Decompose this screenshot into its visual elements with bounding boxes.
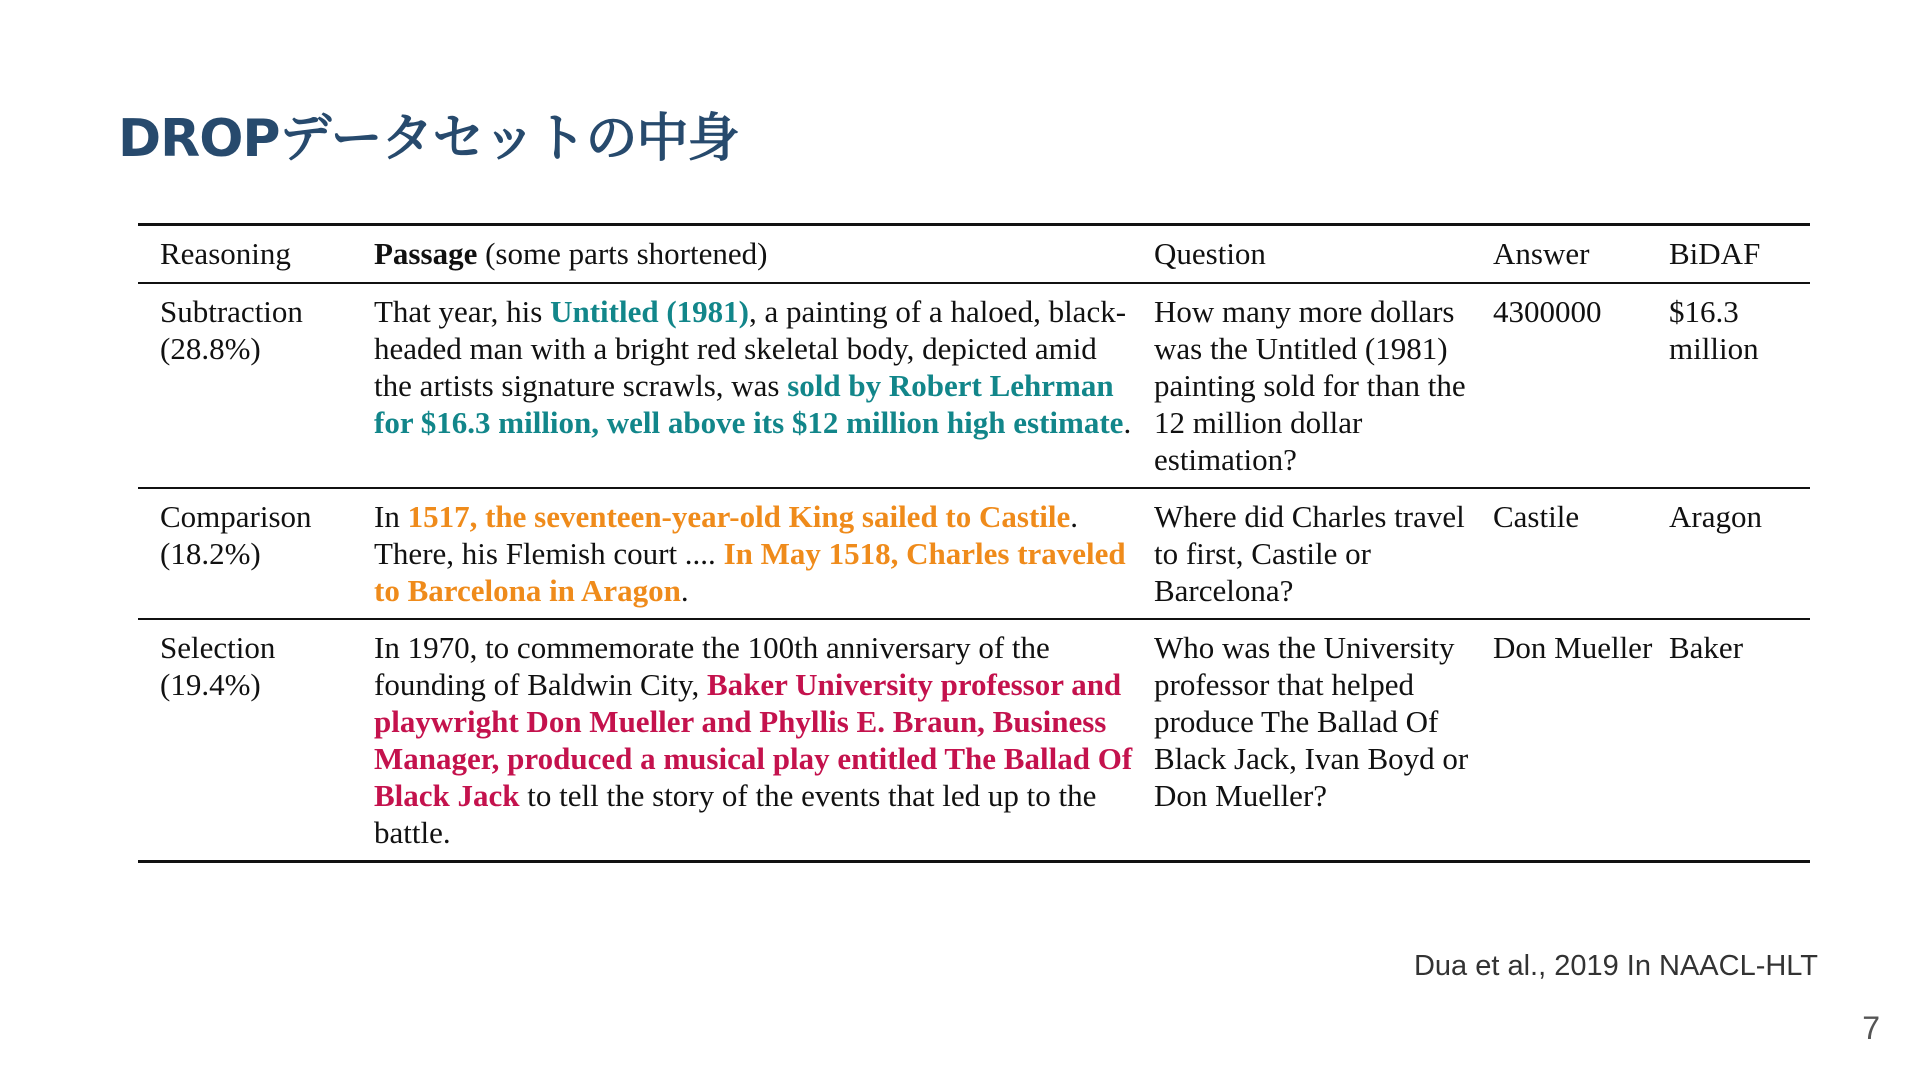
bidaf-cell: $16.3 million: [1669, 294, 1759, 366]
bidaf-cell: Aragon: [1669, 499, 1762, 534]
reasoning-percent: (18.2%): [160, 536, 261, 571]
passage-highlight: Baker University professor and playwright Don Mueller and Phyllis E. Braun, Business Manager, produced a musical play entitled The Ballad Of Black Jack: [374, 667, 1133, 813]
passage-cell: [374, 283, 1154, 488]
header-question: Question: [1154, 236, 1266, 271]
passage-cell: [374, 619, 1154, 862]
header-reasoning: Reasoning: [160, 236, 291, 271]
answer-cell: Don Mueller: [1493, 630, 1653, 665]
header-bidaf: BiDAF: [1669, 236, 1761, 271]
passage-text: to tell the story of the events that led up to the battle.: [374, 778, 1097, 850]
passage-highlight: 1517, the seventeen-year-old King sailed to Castile: [407, 499, 1071, 534]
passage-text: , a painting of a haloed, black-headed man with a bright red skeletal body, depicted amid the artists signature scrawls, was: [374, 294, 1127, 403]
question-cell: Who was the University professor that helped produce The Ballad Of Black Jack, Ivan Boyd or Don Mueller?: [1154, 630, 1469, 813]
citation: Dua et al., 2019 In NAACL-HLT: [1413, 950, 1818, 982]
reasoning-percent: (28.8%): [160, 331, 261, 366]
reasoning-percent: (19.4%): [160, 667, 261, 702]
answer-cell: Castile: [1493, 499, 1580, 534]
passage-highlight: Untitled (1981): [550, 294, 749, 329]
header-answer: Answer: [1493, 236, 1590, 271]
table-header-row: [138, 225, 1810, 284]
table-row-comparison: [138, 488, 1810, 619]
passage-cell: [374, 488, 1154, 619]
bidaf-cell: Baker: [1669, 630, 1744, 665]
header-passage: [374, 225, 1154, 284]
reasoning-type: Comparison: [160, 499, 312, 534]
passage-text: That year, his: [374, 294, 551, 329]
answer-cell: 4300000: [1493, 294, 1602, 329]
passage-text: In 1970, to commemorate the 100th anniversary of the founding of Baldwin City,: [374, 630, 1050, 702]
header-passage-label: Passage: [374, 236, 478, 271]
reasoning-cell: [138, 488, 374, 619]
reasoning-cell: [138, 619, 374, 862]
reasoning-type: Subtraction: [160, 294, 303, 329]
passage-text: . There, his Flemish court ....: [374, 499, 1079, 571]
question-cell: Where did Charles travel to first, Castile or Barcelona?: [1154, 499, 1465, 608]
passage-highlight: In May 1518, Charles traveled to Barcelona in Aragon: [374, 536, 1126, 608]
slide-title: DROPデータセットの中身: [118, 109, 739, 169]
page-number: 7: [1862, 1010, 1880, 1046]
drop-examples-table: [138, 223, 1810, 863]
table-row-selection: [138, 619, 1810, 862]
table-row-subtraction: [138, 283, 1810, 488]
reasoning-cell: [138, 283, 374, 488]
drop-examples-table-container: [138, 223, 1810, 863]
passage-highlight: sold by Robert Lehrman for $16.3 million, well above its $12 million high estimate: [374, 368, 1124, 440]
question-cell: How many more dollars was the Untitled (1981) painting sold for than the 12 million dollar estimation?: [1154, 294, 1466, 477]
passage-text: .: [1123, 405, 1132, 440]
reasoning-type: Selection: [160, 630, 276, 665]
header-passage-note: (some parts shortened): [477, 236, 768, 271]
passage-text: In: [374, 499, 408, 534]
passage-text: .: [680, 573, 689, 608]
